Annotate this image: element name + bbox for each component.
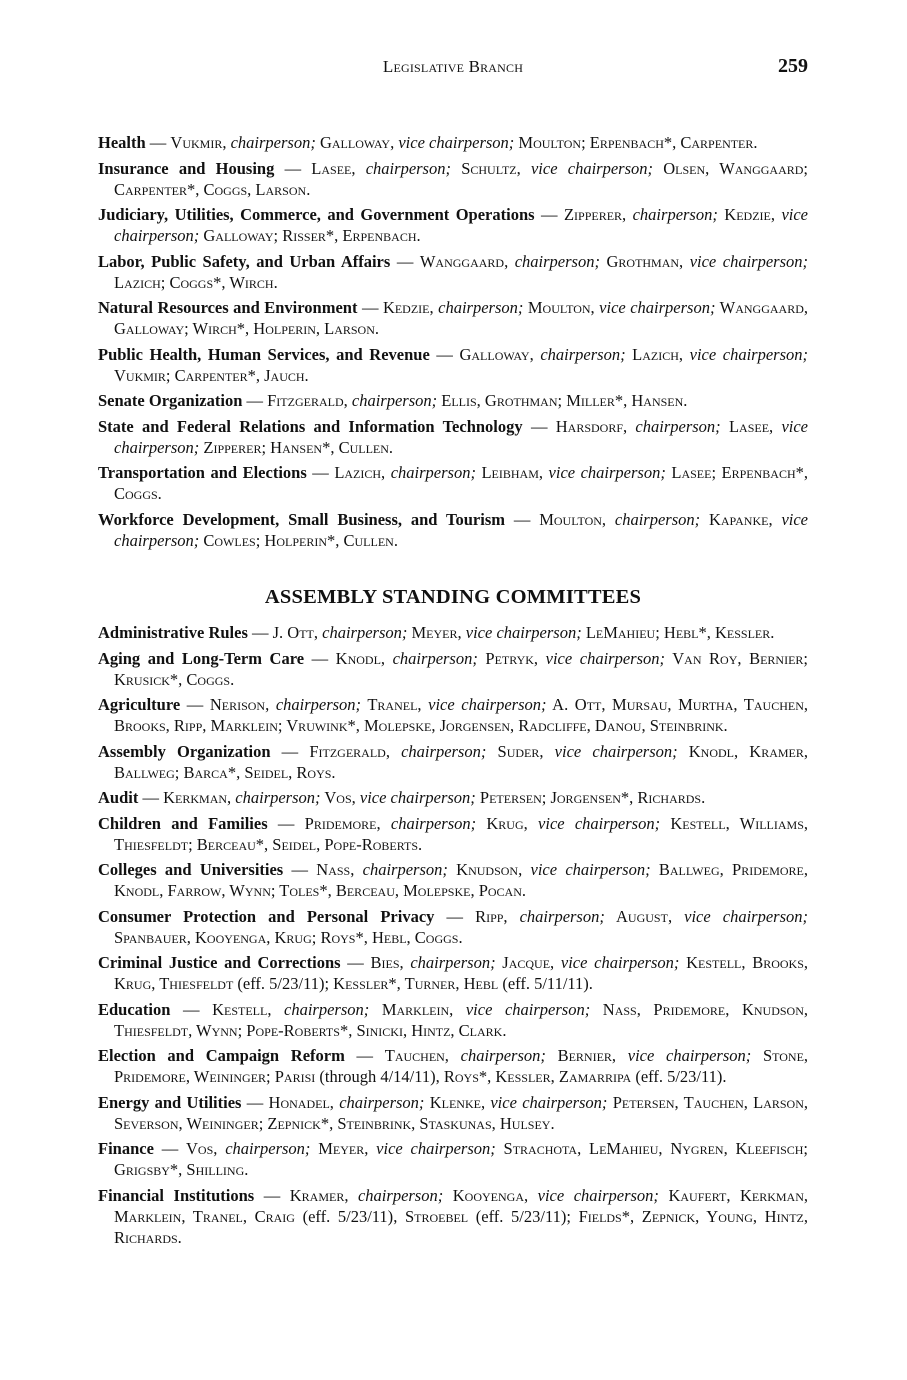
member-names: Bernier, bbox=[545, 1046, 628, 1065]
committee-entry: Consumer Protection and Personal Privacy — Ripp, chairperson; August, vice chairperson; Spanbauer, Kooyenga, Krug; Roys*, Hebl, Coggs. bbox=[98, 906, 809, 947]
member-names: Wanggaard, Galloway; Wirch*, Holperin, Larson. bbox=[114, 298, 808, 338]
committee-members bbox=[163, 788, 705, 807]
committee-entry: Finance — Vos, chairperson; Meyer, vice chairperson; Strachota, LeMahieu, Nygren, Kleefisch; Grigsby*, Shilling. bbox=[98, 1139, 808, 1179]
member-names: , Roys*, Kessler, Zamarripa bbox=[435, 1067, 636, 1086]
committee-entry: Administrative Rules — J. Ott, chairperson; Meyer, vice chairperson; LeMahieu; Hebl*, Kessler. bbox=[98, 623, 775, 642]
member-role: vice chairperson; bbox=[627, 1046, 752, 1065]
committee-name: Education bbox=[98, 999, 171, 1019]
senate-committee-entries bbox=[98, 132, 808, 551]
member-names: Moulton, bbox=[539, 509, 615, 529]
member-names: A. Ott, Mursau, Murtha, Tauchen, Brooks, Ripp, Marklein; Vruwink*, Molepske, Jorgensen, Radcliffe, Danou, Steinbrink. bbox=[114, 695, 808, 735]
member-names: Kedzie, bbox=[382, 298, 439, 317]
member-names: Wanggaard, bbox=[419, 251, 515, 271]
member-role: vice chairperson; bbox=[530, 158, 653, 178]
member-names: Fitzgerald, bbox=[309, 741, 402, 761]
member-names: Jacque, bbox=[495, 953, 561, 972]
member-names: Knodl, Kramer, Ballweg; Barca*, Seidel, Roys. bbox=[114, 741, 809, 782]
committee-members bbox=[114, 1000, 808, 1040]
committee-entry: Audit — Kerkman, chairperson; Vos, vice chairperson; Petersen; Jorgensen*, Richards. bbox=[98, 788, 706, 807]
committee-entry: Labor, Public Safety, and Urban Affairs — Wanggaard, chairperson; Grothman, vice chairperson; Lazich; Coggs*, Wirch. bbox=[98, 251, 809, 292]
member-names: Van Roy, Bernier; Krusick*, Coggs. bbox=[114, 648, 808, 689]
member-role: chairperson; bbox=[225, 1139, 311, 1158]
member-names: Kedzie, bbox=[717, 205, 782, 224]
member-names: Bies, bbox=[370, 953, 411, 972]
member-role: chairperson; bbox=[392, 648, 478, 668]
member-role: chairperson; bbox=[390, 463, 476, 482]
member-role: chairperson; bbox=[540, 344, 626, 364]
committee-entry: Public Health, Human Services, and Revenue — Galloway, chairperson; Lazich, vice chairperson; Vukmir; Carpenter*, Jauch. bbox=[98, 344, 809, 385]
member-role: vice chairperson; bbox=[398, 133, 515, 152]
committee-members bbox=[273, 623, 775, 642]
member-names: Kestell, bbox=[212, 999, 285, 1019]
committee-name: Colleges and Universities bbox=[98, 860, 284, 879]
committee-members bbox=[170, 133, 757, 152]
member-names: Kerkman, bbox=[163, 788, 236, 807]
committee-entry: Education — Kestell, chairperson; Marklein, vice chairperson; Nass, Pridemore, Knudson, Thiesfeldt, Wynn; Pope-Roberts*, Sinicki, Hintz, Clark. bbox=[98, 999, 808, 1040]
committee-name: Agriculture bbox=[98, 695, 181, 714]
member-role: vice chairperson; bbox=[114, 416, 809, 457]
member-names: Knodl, bbox=[335, 648, 393, 668]
member-names: Kestell, Brooks, Krug, Thiesfeldt bbox=[114, 953, 808, 993]
member-role: vice chairperson; bbox=[490, 1092, 608, 1112]
committee-name: Workforce Development, Small Business, and Tourism bbox=[98, 509, 505, 529]
committee-name: State and Federal Relations and Information Technology bbox=[98, 416, 523, 436]
member-names: Marklein, bbox=[369, 999, 466, 1019]
member-role: vice chairperson; bbox=[114, 509, 809, 550]
member-role: chairperson; bbox=[390, 813, 477, 833]
committee-members bbox=[267, 391, 687, 410]
committee-members bbox=[114, 1139, 808, 1179]
member-role: vice chairperson; bbox=[537, 1185, 659, 1205]
member-names: Moulton; Erpenbach*, Carpenter. bbox=[514, 133, 758, 152]
member-role: vice chairperson; bbox=[689, 251, 809, 271]
member-names: Kramer, bbox=[289, 1185, 358, 1205]
effective-date-note: (eff. 5/23/11). bbox=[635, 1067, 727, 1086]
assembly-committee-entries bbox=[98, 622, 808, 1248]
member-role: chairperson; bbox=[438, 298, 524, 317]
committee-name: Consumer Protection and Personal Privacy bbox=[98, 906, 435, 926]
member-role: chairperson; bbox=[460, 1046, 546, 1065]
committee-name: Natural Resources and Environment bbox=[98, 298, 358, 317]
page-number: 259 bbox=[778, 55, 808, 77]
committee-name: Public Health, Human Services, and Revenue bbox=[98, 344, 430, 364]
member-names: Nerison, bbox=[209, 695, 276, 714]
committee-entry: Energy and Utilities — Honadel, chairperson; Klenke, vice chairperson; Petersen, Tauchen, Larson, Severson, Weininger; Zepnick*, Steinbrink, Staskunas, Hulsey. bbox=[98, 1092, 809, 1133]
effective-date-note: (through 4/14/11) bbox=[319, 1067, 436, 1086]
member-names: Lasee, bbox=[311, 158, 366, 178]
member-names: Nass, bbox=[316, 860, 363, 879]
section-heading: ASSEMBLY STANDING COMMITTEES bbox=[264, 586, 642, 608]
member-names: , Stroebel bbox=[393, 1206, 476, 1226]
member-names: Honadel, bbox=[268, 1092, 340, 1112]
member-names: Vukmir, bbox=[170, 133, 231, 152]
member-role: vice chairperson; bbox=[359, 788, 476, 807]
member-names: Ballweg, Pridemore, Knodl, Farrow, Wynn; Toles*, Berceau, Molepske, Pocan. bbox=[114, 860, 808, 900]
member-names: Lazich; Coggs*, Wirch. bbox=[114, 272, 278, 292]
member-role: vice chairperson; bbox=[538, 813, 661, 833]
committee-name: Energy and Utilities bbox=[98, 1092, 242, 1112]
committee-entry: Judiciary, Utilities, Commerce, and Government Operations — Zipperer, chairperson; Kedzie, vice chairperson; Galloway; Risser*, Erpenbach. bbox=[98, 205, 808, 245]
committee-entry: Assembly Organization — Fitzgerald, chairperson; Suder, vice chairperson; Knodl, Kramer, Ballweg; Barca*, Seidel, Roys. bbox=[98, 741, 809, 782]
member-names: Moulton, bbox=[523, 298, 600, 317]
member-names: Galloway, bbox=[459, 344, 541, 364]
member-names: J. Ott, bbox=[272, 623, 323, 642]
member-names: August, bbox=[604, 906, 685, 926]
member-role: vice chairperson; bbox=[545, 648, 665, 668]
committee-entry: Children and Families — Pridemore, chairperson; Krug, vice chairperson; Kestell, Williams, Thiesfeldt; Berceau*, Seidel, Pope-Roberts. bbox=[98, 813, 809, 854]
member-names: Schultz, bbox=[450, 158, 531, 178]
member-names: Vukmir; Carpenter*, Jauch. bbox=[114, 365, 309, 385]
member-names: Nass, Pridemore, Knudson, Thiesfeldt, Wynn; Pope-Roberts*, Sinicki, Hintz, Clark. bbox=[114, 999, 808, 1040]
member-role: chairperson; bbox=[410, 953, 496, 972]
member-names: Olsen, Wanggaard; Carpenter*, Coggs, Larson. bbox=[114, 158, 809, 199]
committee-entry: Election and Campaign Reform — Tauchen, chairperson; Bernier, vice chairperson; Stone, Pridemore, Weininger; Parisi (through 4/14/11), Roys*, Kessler, Zamarripa (eff. 5/23/11). bbox=[98, 1046, 809, 1086]
member-names: Spanbauer, Kooyenga, Krug; Roys*, Hebl, Coggs. bbox=[114, 927, 463, 947]
member-role: vice chairperson; bbox=[684, 906, 809, 926]
member-names: ; Fields*, Zepnick, Young, Hintz, Richards. bbox=[114, 1206, 809, 1247]
committee-name: Financial Institutions bbox=[98, 1185, 255, 1205]
committee-name: Finance bbox=[98, 1139, 154, 1158]
senate-committee-list bbox=[98, 132, 808, 555]
member-role: vice chairperson; bbox=[530, 860, 651, 879]
member-names: Meyer, bbox=[407, 623, 466, 642]
member-role: chairperson; bbox=[362, 860, 448, 879]
committee-name: Audit bbox=[98, 788, 139, 807]
member-names: Zipperer; Hansen*, Cullen. bbox=[199, 437, 394, 457]
member-names: Suder, bbox=[486, 741, 555, 761]
effective-date-note: (eff. 5/23/11) bbox=[237, 974, 325, 993]
running-head bbox=[98, 57, 808, 81]
member-role: chairperson; bbox=[235, 788, 321, 807]
member-names: Meyer, bbox=[310, 1139, 377, 1158]
committee-entry: Health — Vukmir, chairperson; Galloway, vice chairperson; Moulton; Erpenbach*, Carpenter. bbox=[98, 133, 758, 152]
member-role: vice chairperson; bbox=[554, 741, 678, 761]
member-role: chairperson; bbox=[632, 205, 718, 224]
member-names: Lasee; Erpenbach*, Coggs. bbox=[114, 463, 809, 503]
member-role: chairperson; bbox=[284, 999, 370, 1019]
member-role: vice chairperson; bbox=[689, 344, 809, 364]
committee-name: Criminal Justice and Corrections bbox=[98, 953, 341, 972]
member-names: Zipperer, bbox=[563, 205, 633, 224]
member-role: vice chairperson; bbox=[560, 953, 680, 972]
member-names: Leibham, bbox=[475, 463, 549, 482]
member-names: Pridemore, bbox=[304, 813, 391, 833]
member-role: chairperson; bbox=[635, 416, 721, 436]
member-role: chairperson; bbox=[339, 1092, 425, 1112]
member-names: Strachota, LeMahieu, Nygren, Kleefisch; Grigsby*, Shilling. bbox=[114, 1139, 808, 1179]
committee-entry: Agriculture — Nerison, chairperson; Tranel, vice chairperson; A. Ott, Mursau, Murtha, Tauchen, Brooks, Ripp, Marklein; Vruwink*, Molepske, Jorgensen, Radcliffe, Danou, Steinbrink. bbox=[98, 695, 808, 735]
member-role: chairperson; bbox=[275, 695, 362, 714]
committee-entry: Criminal Justice and Corrections — Bies, chairperson; Jacque, vice chairperson; Kestell, Brooks, Krug, Thiesfeldt (eff. 5/23/11); Kessler*, Turner, Hebl (eff. 5/11/11). bbox=[98, 953, 808, 993]
committee-name: Insurance and Housing bbox=[98, 158, 275, 178]
committee-name: Assembly Organization bbox=[98, 741, 271, 761]
committee-name: Administrative Rules bbox=[98, 623, 248, 642]
member-names: Vos, bbox=[320, 788, 360, 807]
member-role: chairperson; bbox=[401, 741, 487, 761]
committee-entry: Financial Institutions — Kramer, chairperson; Kooyenga, vice chairperson; Kaufert, Kerkman, Marklein, Tranel, Craig (eff. 5/23/11), Stroebel (eff. 5/23/11); Fields*, Zepnick, Young, Hintz, Richards. bbox=[98, 1185, 809, 1247]
committee-name: Labor, Public Safety, and Urban Affairs bbox=[98, 251, 391, 271]
effective-date-note: (eff. 5/11/11). bbox=[502, 974, 593, 993]
member-names: Krug, bbox=[476, 813, 539, 833]
member-names: Galloway; Risser*, Erpenbach. bbox=[199, 226, 421, 245]
member-names: Ellis, Grothman; Miller*, Hansen. bbox=[437, 391, 688, 410]
committee-name: Election and Campaign Reform bbox=[98, 1046, 345, 1065]
member-names: Tranel, bbox=[361, 695, 429, 714]
member-role: vice chairperson; bbox=[548, 463, 666, 482]
member-names: Galloway, bbox=[315, 133, 399, 152]
committee-name: Health bbox=[98, 133, 146, 152]
member-names: Petersen; Jorgensen*, Richards. bbox=[475, 788, 706, 807]
committee-entry: State and Federal Relations and Information Technology — Harsdorf, chairperson; Lasee, vice chairperson; Zipperer; Hansen*, Cullen. bbox=[98, 416, 809, 457]
member-names: LeMahieu; Hebl*, Kessler. bbox=[581, 623, 775, 642]
effective-date-note: (eff. 5/23/11) bbox=[302, 1206, 394, 1226]
committee-entry: Senate Organization — Fitzgerald, chairperson; Ellis, Grothman; Miller*, Hansen. bbox=[98, 391, 688, 410]
member-role: chairperson; bbox=[351, 391, 438, 410]
member-names: Grothman, bbox=[599, 251, 690, 271]
member-names: Cowles; Holperin*, Cullen. bbox=[199, 530, 398, 550]
member-names: ; Kessler*, Turner, Hebl bbox=[324, 974, 503, 993]
member-role: vice chairperson; bbox=[428, 695, 547, 714]
assembly-committee-list bbox=[98, 586, 808, 1252]
committee-entry: Natural Resources and Environment — Kedzie, chairperson; Moulton, vice chairperson; Wanggaard, Galloway; Wirch*, Holperin, Larson. bbox=[98, 298, 808, 338]
member-role: chairperson; bbox=[365, 158, 451, 178]
member-names: Lazich, bbox=[334, 463, 391, 482]
member-role: chairperson; bbox=[230, 133, 316, 152]
member-names: Knudson, bbox=[447, 860, 531, 879]
committee-entry: Colleges and Universities — Nass, chairperson; Knudson, vice chairperson; Ballweg, Pridemore, Knodl, Farrow, Wynn; Toles*, Berceau, Molepske, Pocan. bbox=[98, 860, 808, 900]
member-role: chairperson; bbox=[322, 623, 408, 642]
member-names: Ripp, bbox=[475, 906, 520, 926]
member-role: chairperson; bbox=[519, 906, 605, 926]
member-role: chairperson; bbox=[357, 1185, 444, 1205]
member-names: Kooyenga, bbox=[443, 1185, 538, 1205]
member-role: vice chairperson; bbox=[465, 999, 591, 1019]
member-names: Lasee, bbox=[720, 416, 782, 436]
committee-name: Aging and Long-Term Care bbox=[98, 648, 305, 668]
member-names: Klenke, bbox=[424, 1092, 491, 1112]
committee-name: Judiciary, Utilities, Commerce, and Government Operations bbox=[98, 205, 535, 224]
member-names: Vos, bbox=[186, 1139, 226, 1158]
committee-members bbox=[114, 695, 808, 735]
member-names: Fitzgerald, bbox=[267, 391, 352, 410]
member-names: Kaufert, Kerkman, Marklein, Tranel, Craig bbox=[114, 1185, 808, 1226]
committee-name: Senate Organization bbox=[98, 391, 243, 410]
member-role: chairperson; bbox=[514, 251, 600, 271]
member-names: Stone, Pridemore, Weininger; Parisi bbox=[114, 1046, 809, 1086]
committee-name: Transportation and Elections bbox=[98, 463, 307, 482]
committee-entry: Insurance and Housing — Lasee, chairperson; Schultz, vice chairperson; Olsen, Wanggaard; Carpenter*, Coggs, Larson. bbox=[98, 158, 809, 199]
member-role: chairperson; bbox=[614, 509, 701, 529]
committee-entry: Workforce Development, Small Business, and Tourism — Moulton, chairperson; Kapanke, vice chairperson; Cowles; Holperin*, Cullen. bbox=[98, 509, 809, 550]
committee-entry: Transportation and Elections — Lazich, chairperson; Leibham, vice chairperson; Lasee; Erpenbach*, Coggs. bbox=[98, 463, 809, 503]
member-role: vice chairperson; bbox=[376, 1139, 496, 1158]
committee-name: Children and Families bbox=[98, 813, 268, 833]
member-role: vice chairperson; bbox=[114, 205, 808, 245]
member-names: Lazich, bbox=[625, 344, 690, 364]
member-names: Tauchen, bbox=[384, 1046, 461, 1065]
member-names: Kapanke, bbox=[700, 509, 782, 529]
member-names: Petersen, Tauchen, Larson, Severson, Weininger; Zepnick*, Steinbrink, Staskunas, Hulsey. bbox=[114, 1092, 809, 1133]
member-names: Harsdorf, bbox=[555, 416, 636, 436]
effective-date-note: (eff. 5/23/11) bbox=[475, 1206, 567, 1226]
member-role: vice chairperson; bbox=[465, 623, 582, 642]
running-title: Legislative Branch bbox=[382, 57, 524, 76]
member-names: Petryk, bbox=[477, 648, 546, 668]
member-names: Kestell, Williams, Thiesfeldt; Berceau*, Seidel, Pope-Roberts. bbox=[114, 813, 809, 854]
member-role: vice chairperson; bbox=[599, 298, 716, 317]
committee-entry: Aging and Long-Term Care — Knodl, chairperson; Petryk, vice chairperson; Van Roy, Bernier; Krusick*, Coggs. bbox=[98, 648, 808, 689]
